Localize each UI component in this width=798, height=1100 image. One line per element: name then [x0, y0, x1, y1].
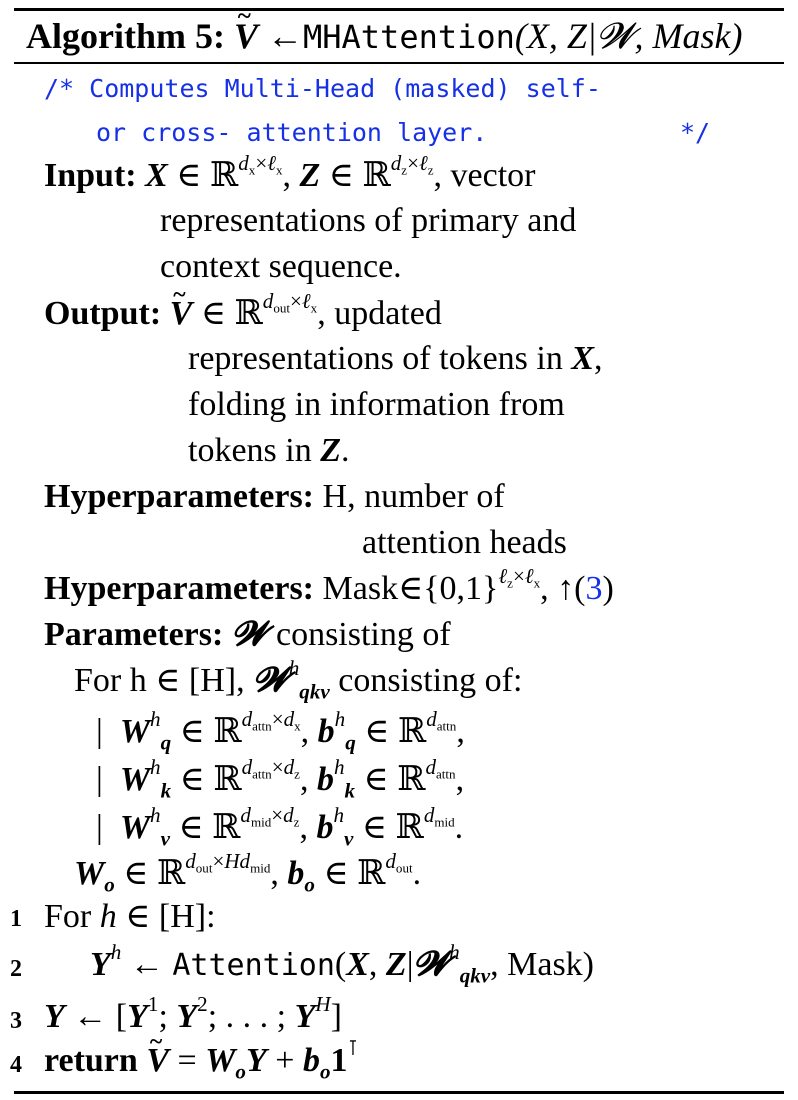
for-keyword: For	[44, 898, 92, 935]
output-line-4-text: tokens in	[188, 432, 312, 469]
algorithm-output-symbol: ~ V	[234, 18, 258, 54]
return-keyword: return	[44, 1042, 138, 1079]
algorithm-name: MHAttention	[302, 18, 515, 56]
algorithm-header	[26, 18, 743, 54]
param-row-q: | $W^h_q$ ∈ ℝ$^{d_{attn}\times d_x}$, $b^h_q$ ∈ ℝ$^{d_{attn}}$,	[96, 707, 465, 755]
output-line-2-text: representations of tokens in	[188, 340, 563, 377]
input-label: Input:	[44, 157, 137, 194]
for-range: ∈ [H]:	[125, 898, 216, 935]
header-rule	[14, 62, 784, 64]
param-row-v: | $W^h_v$ ∈ ℝ$^{d_{mid}\times d_z}$, $b^h_v$ ∈ ℝ$^{d_{mid}}$.	[96, 803, 464, 851]
attention-fn: Attention	[172, 948, 335, 983]
hyperparameters-1-line-2: attention heads	[362, 524, 567, 561]
algorithm-line-3: Y ← [$Y^1$; $Y^2$; . . . ; $Y^H$]	[44, 992, 342, 1035]
algorithm-line-4: return ~ $V = W_oY + b_o1^⊺$	[44, 1044, 358, 1078]
bottom-rule	[14, 1091, 784, 1094]
input-line-3: context sequence.	[160, 248, 402, 285]
param-row-o: $W_o$ ∈ ℝ$^{d_{out}\times Hd_{mid}}$, $b_o$ ∈ ℝ$^{d_{out}}$.	[74, 849, 422, 897]
hyperparameters-2-value: Mask∈{0,1}	[322, 570, 499, 607]
output-line-2: representations of tokens in X,	[188, 340, 603, 377]
parameters-label: Parameters:	[44, 616, 224, 653]
output-label: Output:	[44, 295, 162, 332]
comment-end: */	[680, 118, 711, 147]
comment-line-1: /* Computes Multi-Head (masked) self-	[44, 74, 601, 103]
input-line-2: representations of primary and	[160, 202, 577, 239]
algorithm-line-1: For h ∈ [H]:	[44, 898, 216, 935]
output-line-1-tail: , updated	[317, 295, 442, 332]
hyperparameters-1	[44, 480, 505, 514]
algorithm-label: Algorithm 5:	[26, 16, 225, 56]
attention-args: Mask)	[507, 946, 595, 983]
input-line-1: Input: X ∈ ℝ$^{d_x\times\ell_x}$, Z ∈ ℝ$^{d_z\times\ell_z}$, vector	[44, 151, 536, 195]
parameters-for-head: For h ∈ [H], 𝓦$^h_{qkv}$ consisting of:	[74, 656, 523, 704]
line-number-3: 3	[10, 1008, 22, 1034]
hyperparameters-2: Hyperparameters: $Mask\in\{0,1\}^{\ell_z\times\ell_x}$, ↑(3)	[44, 564, 614, 607]
reference-link[interactable]: 3	[585, 570, 603, 607]
algorithm-line-2: $Y^h$ ← Attention(X, Z|𝓦$^h_{qkv}$, Mask)	[90, 940, 595, 988]
hyperparameters-2-label: Hyperparameters:	[44, 570, 315, 607]
output-line-4: tokens in Z.	[188, 432, 350, 469]
comment-line-2: or cross- attention layer.	[96, 118, 488, 147]
parameters-line: Parameters: 𝓦 consisting of	[44, 616, 451, 653]
output-line-1: Output: ~ V ∈ ℝ$^{d_{out}\times\ell_x}$, updated	[44, 296, 442, 331]
top-rule	[14, 8, 784, 11]
output-line-3: folding in information from	[188, 386, 565, 423]
hyperparameters-1-value: H, number of	[322, 478, 505, 515]
for-head-text: For h ∈ [H],	[74, 662, 245, 699]
input-line-1-tail: , vector	[433, 157, 536, 194]
line-number-1: 1	[10, 906, 22, 932]
line-number-2: 2	[10, 956, 22, 982]
parameters-tail: consisting of	[275, 616, 451, 653]
line-number-4: 4	[10, 1052, 22, 1078]
consisting-of-text: consisting of:	[338, 662, 523, 699]
param-row-k: | $W^h_k$ ∈ ℝ$^{d_{attn}\times d_z}$, $b^h_k$ ∈ ℝ$^{d_{attn}}$,	[96, 755, 465, 803]
algorithm-args: (X, Z|𝓦, Mask)	[514, 16, 743, 56]
algorithm-arrow: ←	[266, 16, 303, 56]
hyperparameters-1-label: Hyperparameters:	[44, 478, 315, 515]
